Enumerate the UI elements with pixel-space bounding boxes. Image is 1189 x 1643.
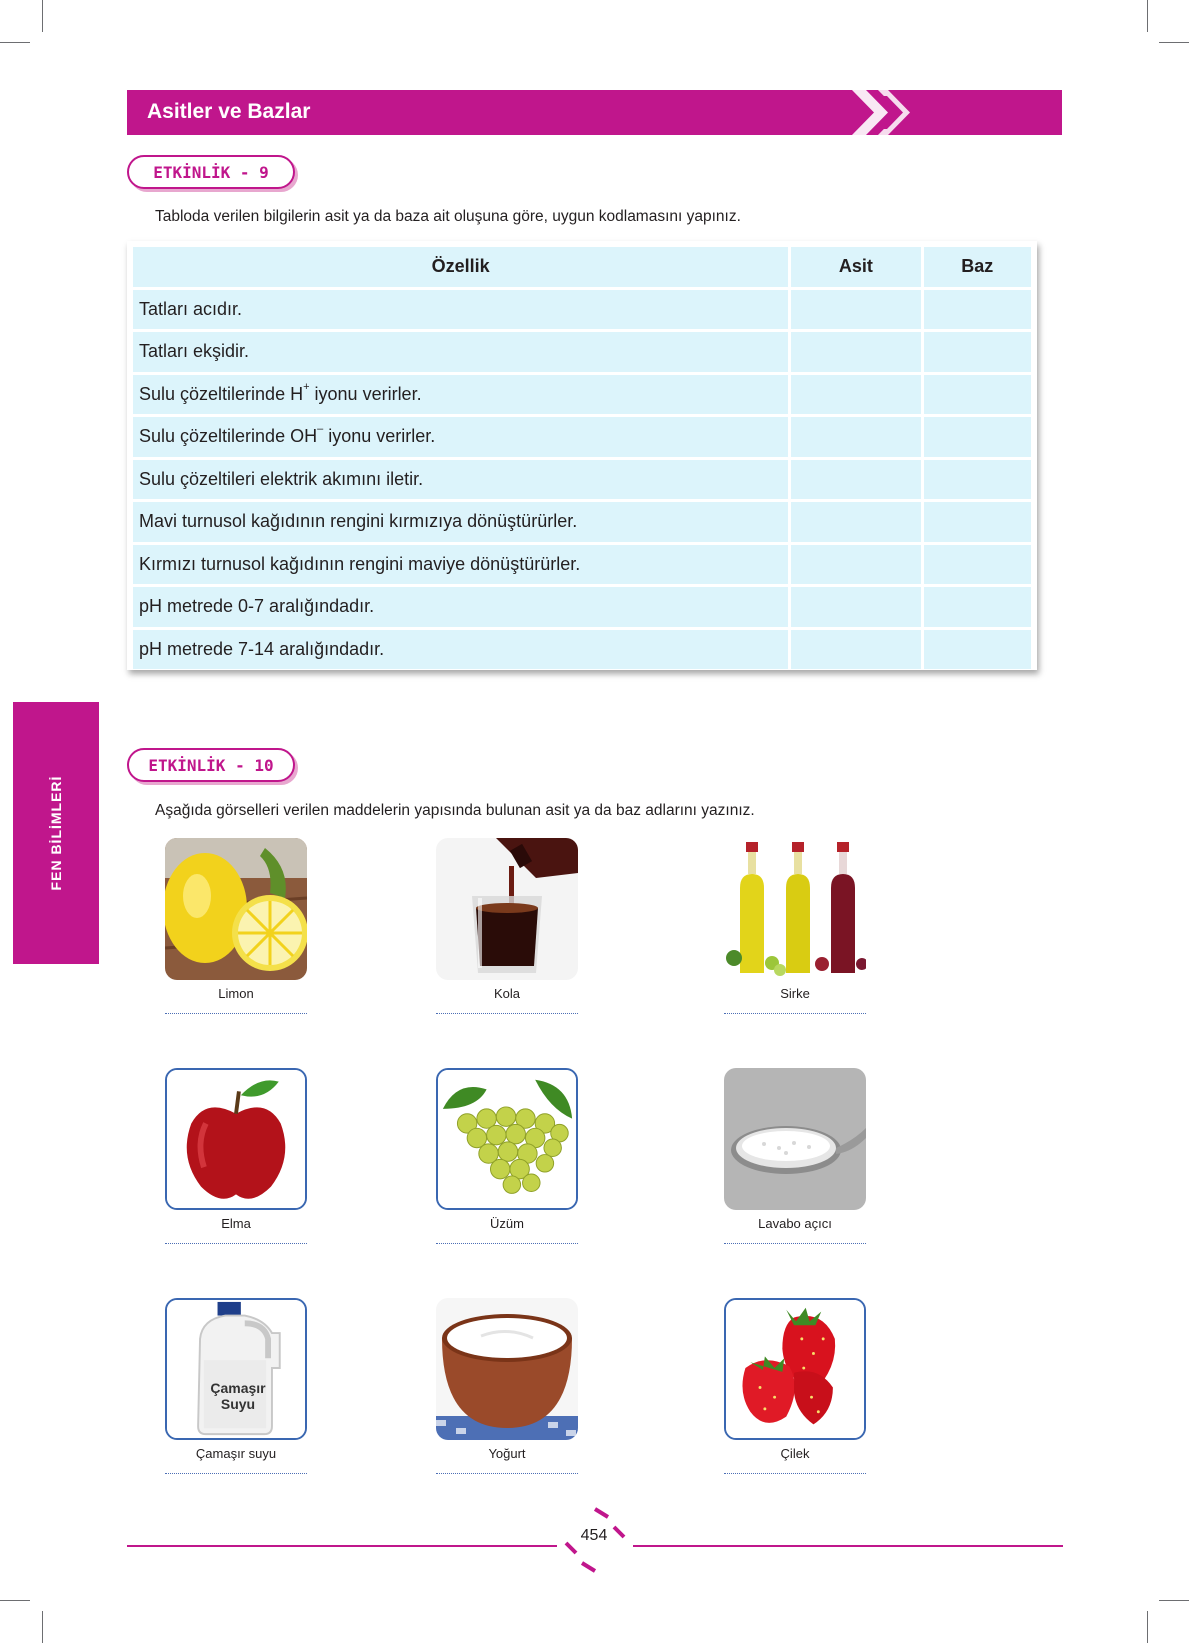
activity-10-label-text: ETKİNLİK - 10 bbox=[148, 755, 274, 775]
activity-9-label-text: ETKİNLİK - 9 bbox=[153, 162, 269, 182]
crop-mark bbox=[1159, 1600, 1189, 1601]
bleach-label: Çamaşır Suyu bbox=[210, 1380, 266, 1412]
base-answer-cell[interactable] bbox=[924, 460, 1031, 500]
crop-mark bbox=[42, 0, 43, 32]
list-item bbox=[436, 838, 578, 1014]
acid-answer-cell[interactable] bbox=[791, 545, 920, 585]
item-caption: Elma bbox=[221, 1216, 251, 1231]
activity-10-instruction: Aşağıda görselleri verilen maddelerin yapısında bulunan asit ya da baz adlarını yazınız. bbox=[155, 802, 755, 819]
crop-mark bbox=[1159, 42, 1189, 43]
list-item bbox=[436, 1068, 578, 1244]
feature-cell: Sulu çözeltilerinde OH– iyonu verirler. bbox=[133, 417, 788, 457]
feature-cell: Tatları acıdır. bbox=[133, 290, 788, 330]
crop-mark bbox=[1147, 0, 1148, 32]
answer-line[interactable] bbox=[724, 1473, 866, 1474]
feature-cell: Sulu çözeltileri elektrik akımını iletir. bbox=[133, 460, 788, 500]
crop-mark bbox=[0, 42, 30, 43]
item-caption: Lavabo açıcı bbox=[758, 1216, 832, 1231]
answer-line[interactable] bbox=[436, 1243, 578, 1244]
crop-mark bbox=[42, 1611, 43, 1643]
list-item bbox=[724, 838, 866, 1014]
footer-rule-left bbox=[127, 1545, 557, 1547]
feature-cell: Sulu çözeltilerinde H+ iyonu verirler. bbox=[133, 375, 788, 415]
answer-line[interactable] bbox=[165, 1473, 307, 1474]
column-header-base: Baz bbox=[924, 247, 1031, 287]
base-answer-cell[interactable] bbox=[924, 545, 1031, 585]
grapes-image bbox=[436, 1068, 578, 1210]
acid-answer-cell[interactable] bbox=[791, 502, 920, 542]
table-row bbox=[133, 375, 1031, 415]
base-answer-cell[interactable] bbox=[924, 290, 1031, 330]
list-item bbox=[724, 1298, 866, 1474]
list-item bbox=[165, 838, 307, 1014]
answer-line[interactable] bbox=[165, 1243, 307, 1244]
side-tab-label: FEN BİLİMLERİ bbox=[48, 775, 64, 891]
table-row bbox=[133, 630, 1031, 670]
table-header-row bbox=[133, 247, 1031, 287]
feature-cell: pH metrede 7-14 aralığındadır. bbox=[133, 630, 788, 670]
bleach-image bbox=[165, 1298, 307, 1440]
feature-cell: pH metrede 0-7 aralığındadır. bbox=[133, 587, 788, 627]
item-caption: Kola bbox=[493, 986, 521, 1001]
feature-cell: Mavi turnusol kağıdının rengini kırmızıya dönüştürürler. bbox=[133, 502, 788, 542]
list-item bbox=[724, 1068, 866, 1244]
acid-answer-cell[interactable] bbox=[791, 460, 920, 500]
item-caption: Limon bbox=[218, 986, 254, 1001]
activity-9-label bbox=[127, 155, 295, 189]
table-row bbox=[133, 417, 1031, 457]
answer-line[interactable] bbox=[724, 1013, 866, 1014]
list-item bbox=[436, 1298, 578, 1474]
item-caption: Sirke bbox=[780, 986, 810, 1001]
item-caption: Çilek bbox=[780, 1446, 810, 1461]
list-item bbox=[165, 1298, 307, 1474]
table-row bbox=[133, 332, 1031, 372]
table-row bbox=[133, 290, 1031, 330]
lemon-image bbox=[165, 838, 307, 980]
strawberry-image bbox=[724, 1298, 866, 1440]
acid-answer-cell[interactable] bbox=[791, 587, 920, 627]
item-caption: Çamaşır suyu bbox=[195, 1446, 277, 1461]
footer-rule-right bbox=[633, 1545, 1063, 1547]
activity-10-label bbox=[127, 748, 295, 782]
base-answer-cell[interactable] bbox=[924, 417, 1031, 457]
feature-cell: Tatları ekşidir. bbox=[133, 332, 788, 372]
acid-answer-cell[interactable] bbox=[791, 375, 920, 415]
acid-answer-cell[interactable] bbox=[791, 332, 920, 372]
acid-answer-cell[interactable] bbox=[791, 630, 920, 670]
chapter-header bbox=[127, 90, 1062, 135]
list-item bbox=[165, 1068, 307, 1244]
apple-image bbox=[165, 1068, 307, 1210]
table-row bbox=[133, 545, 1031, 585]
base-answer-cell[interactable] bbox=[924, 332, 1031, 372]
drain-opener-image bbox=[724, 1068, 866, 1210]
feature-cell: Kırmızı turnusol kağıdının rengini maviye dönüştürürler. bbox=[133, 545, 788, 585]
table-row bbox=[133, 460, 1031, 500]
column-header-acid: Asit bbox=[791, 247, 920, 287]
acid-answer-cell[interactable] bbox=[791, 417, 920, 457]
cola-image bbox=[436, 838, 578, 980]
item-caption: Yoğurt bbox=[488, 1446, 526, 1461]
chevron-arrows-icon bbox=[852, 90, 922, 135]
table-row bbox=[133, 587, 1031, 627]
activity-9-instruction: Tabloda verilen bilgilerin asit ya da baza ait oluşuna göre, uygun kodlamasını yapınız. bbox=[155, 208, 741, 225]
item-caption: Üzüm bbox=[490, 1216, 524, 1231]
page-number: 454 bbox=[580, 1527, 608, 1544]
base-answer-cell[interactable] bbox=[924, 630, 1031, 670]
answer-line[interactable] bbox=[165, 1013, 307, 1014]
property-table bbox=[127, 241, 1037, 670]
crop-mark bbox=[1147, 1611, 1148, 1643]
answer-line[interactable] bbox=[436, 1013, 578, 1014]
crop-mark bbox=[0, 1600, 30, 1601]
base-answer-cell[interactable] bbox=[924, 587, 1031, 627]
vinegar-image bbox=[724, 838, 866, 980]
base-answer-cell[interactable] bbox=[924, 502, 1031, 542]
yogurt-image bbox=[436, 1298, 578, 1440]
answer-line[interactable] bbox=[724, 1243, 866, 1244]
column-header-feature: Özellik bbox=[133, 247, 788, 287]
base-answer-cell[interactable] bbox=[924, 375, 1031, 415]
answer-line[interactable] bbox=[436, 1473, 578, 1474]
table-row bbox=[133, 502, 1031, 542]
chapter-title: Asitler ve Bazlar bbox=[147, 100, 311, 123]
acid-answer-cell[interactable] bbox=[791, 290, 920, 330]
